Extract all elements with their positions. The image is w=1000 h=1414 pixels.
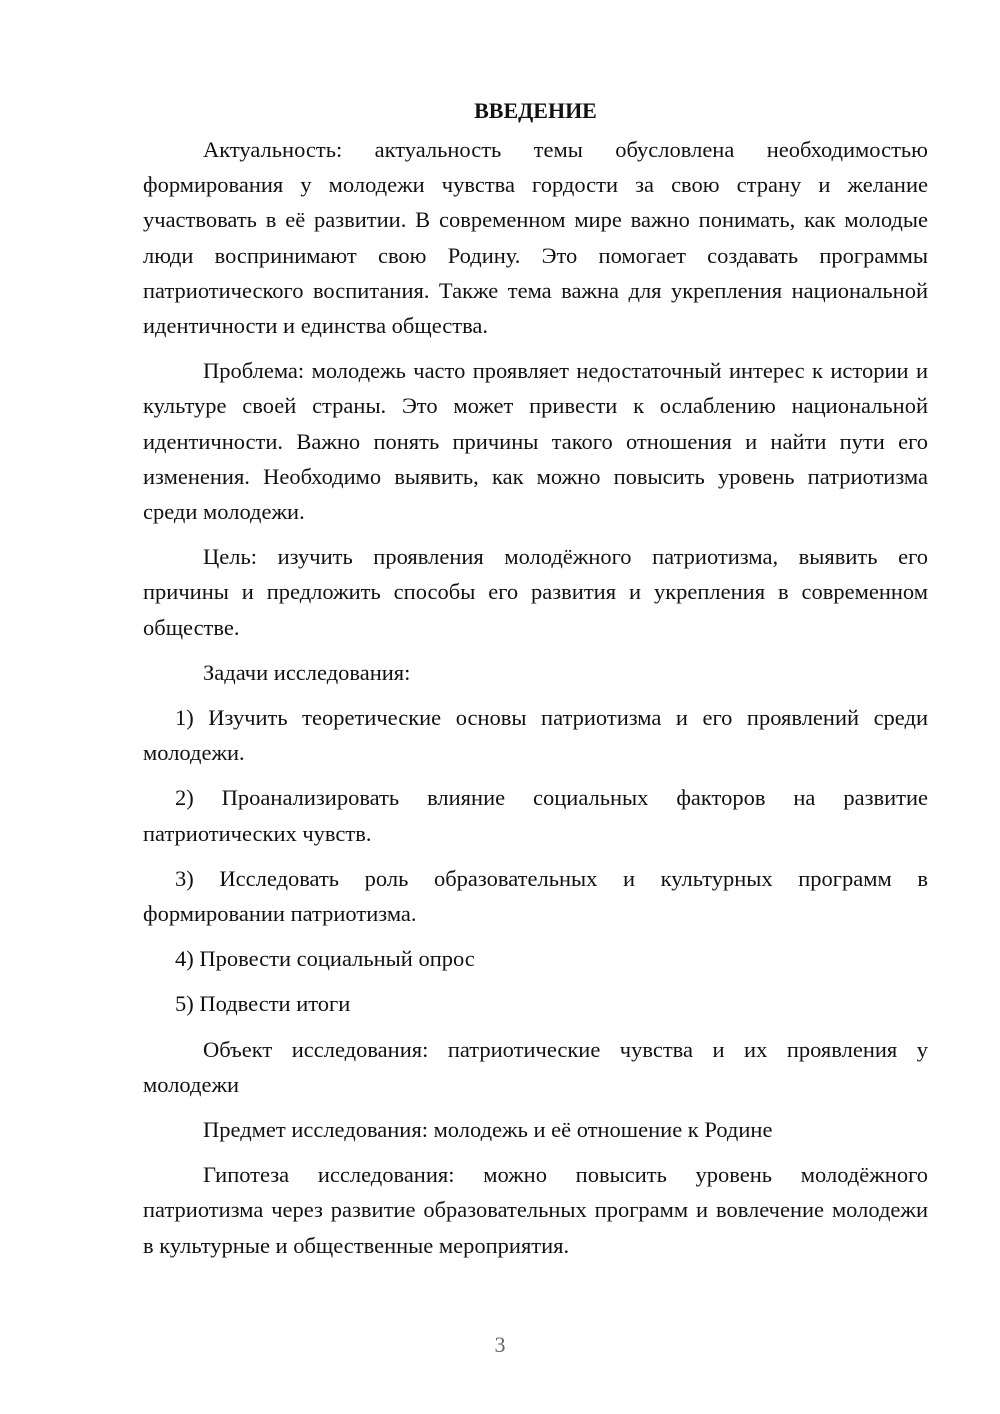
page-content bbox=[143, 92, 928, 1263]
object-paragraph: Объект исследования: патриотические чувства и их проявления у молодежи bbox=[143, 1036, 928, 1097]
task-item: 4) Провести социальный опрос bbox=[175, 946, 475, 972]
subject-paragraph: Предмет исследования: молодежь и её отношение к Родине bbox=[203, 1117, 773, 1143]
section-title: ВВЕДЕНИЕ bbox=[474, 98, 597, 123]
task-item: 5) Подвести итоги bbox=[175, 991, 351, 1017]
problem-paragraph: Проблема: молодежь часто проявляет недостаточный интерес к истории и культуре своей страны. Это может привести к ослаблению национальной идентичности. Важно понять причины такого отношения и найти пути его изменения. Необходимо выявить, как можно повысить уровень патриотизма среди молодежи. bbox=[143, 358, 928, 525]
hypothesis-paragraph: Гипотеза исследования: можно повысить уровень молодёжного патриотизма через развитие образовательных программ и вовлечение молодежи в культурные и общественные мероприятия. bbox=[143, 1162, 928, 1258]
page-number: 3 bbox=[494, 1332, 506, 1357]
task-item: 3) Исследовать роль образовательных и культурных программ в формировании патриотизма. bbox=[143, 865, 928, 927]
relevance-paragraph: Актуальность: актуальность темы обусловлена необходимостью формирования у молодежи чувства гордости за свою страну и желание участвовать в её развитии. В современном мире важно понимать, как молодые люди воспринимают свою Родину. Это помогает создавать программы патриотического воспитания. Также тема важна для укрепления национальной идентичности и единства общества. bbox=[143, 137, 928, 339]
task-item: 1) Изучить теоретические основы патриотизма и его проявлений среди молодежи. bbox=[143, 705, 928, 766]
task-item: 2) Проанализировать влияние социальных факторов на развитие патриотических чувств. bbox=[143, 785, 928, 846]
tasks-heading: Задачи исследования: bbox=[203, 659, 411, 685]
goal-paragraph: Цель: изучить проявления молодёжного патриотизма, выявить его причины и предложить способы его развития и укрепления в современном обществе. bbox=[143, 544, 928, 640]
